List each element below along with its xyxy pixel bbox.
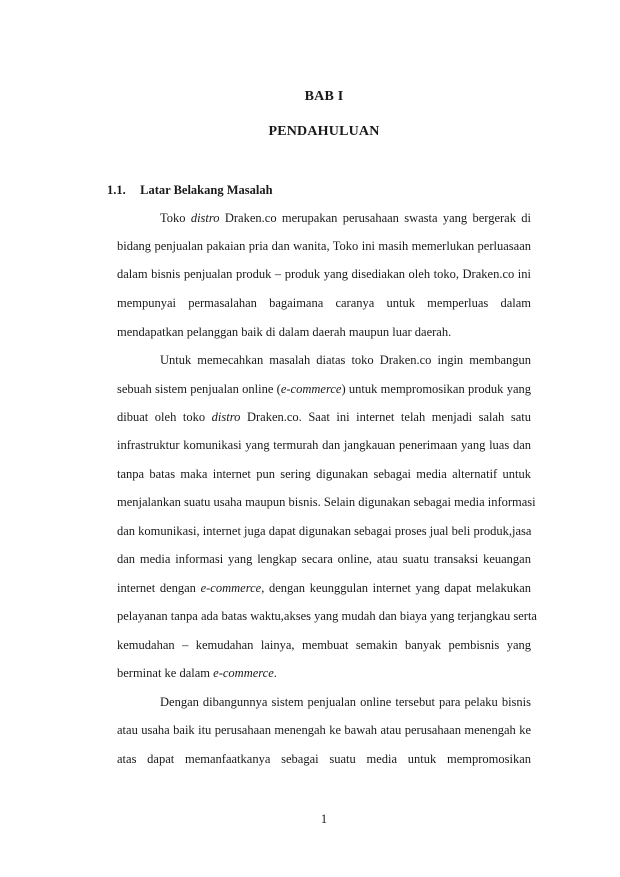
body-line: mendapatkan pelanggan baik di dalam daerah maupun luar daerah. [117,325,452,339]
body-line: atas dapat memanfaatkanya sebagai suatu media untuk mempromosikan [117,752,531,766]
body-line: infrastruktur komunikasi yang termurah dan jangkauan penerimaan yang luas dan [117,438,531,452]
section-title: Latar Belakang Masalah [140,183,273,197]
body-line: atau usaha baik itu perusahaan menengah ke bawah atau perusahaan menengah ke [117,723,531,737]
body-line: Dengan dibangunnya sistem penjualan online tersebut para pelaku bisnis [160,695,531,709]
body-line: Untuk memecahkan masalah diatas toko Draken.co ingin membangun [160,353,531,367]
body-line: dan media informasi yang lengkap secara online, atau suatu transaksi keuangan [117,552,531,566]
body-line: dalam bisnis penjualan produk – produk yang disediakan oleh toko, Draken.co ini [117,267,531,281]
body-line: mempunyai permasalahan bagaimana caranya untuk memperluas dalam [117,296,531,310]
body-line: Toko distro Draken.co merupakan perusahaan swasta yang bergerak di [160,211,531,225]
body-line: menjalankan suatu usaha maupun bisnis. Selain digunakan sebagai media informasi [117,495,536,509]
section-number: 1.1. [107,183,126,197]
chapter-heading: BAB I [304,89,344,104]
body-line: dan komunikasi, internet juga dapat digunakan sebagai proses jual beli produk,jasa [117,524,532,538]
body-line: bidang penjualan pakaian pria dan wanita, Toko ini masih memerlukan perluasaan [117,239,531,253]
chapter-title: PENDAHULUAN [268,124,380,139]
body-line: dibuat oleh toko distro Draken.co. Saat ini internet telah menjadi salah satu [117,410,531,424]
body-line: pelayanan tanpa ada batas waktu,akses yang mudah dan biaya yang terjangkau serta [117,609,537,623]
body-line: berminat ke dalam e-commerce. [117,666,277,680]
body-line: sebuah sistem penjualan online (e-commerce) untuk mempromosikan produk yang [117,382,531,396]
body-line: internet dengan e-commerce, dengan keunggulan internet yang dapat melakukan [117,581,531,595]
page-number: 1 [320,812,328,826]
body-line: kemudahan – kemudahan lainya, membuat semakin banyak pembisnis yang [117,638,531,652]
body-line: tanpa batas maka internet pun sering digunakan sebagai media alternatif untuk [117,467,531,481]
section-heading [107,183,273,198]
